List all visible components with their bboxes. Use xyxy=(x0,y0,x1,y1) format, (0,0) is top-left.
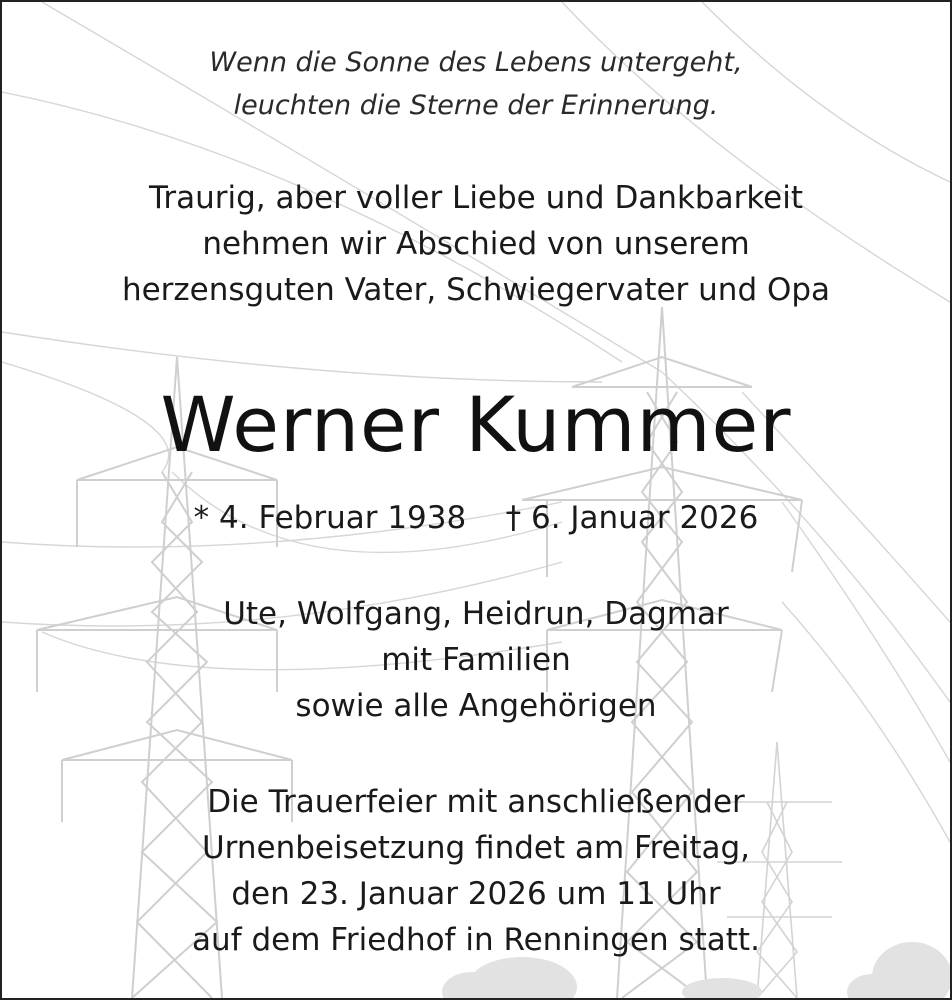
mourners-line-3: sowie alle Angehörigen xyxy=(295,688,657,724)
deceased-name: Werner Kummer xyxy=(160,380,792,469)
mourners-line-1: Ute, Wolfgang, Heidrun, Dagmar xyxy=(223,596,729,632)
quote-line-1: Wenn die Sonne des Lebens untergeht, xyxy=(209,47,743,78)
service-line-4: auf dem Friedhof in Renningen statt. xyxy=(192,922,760,958)
service-line-1: Die Trauerfeier mit anschließender xyxy=(207,784,745,820)
intro-line-1: Traurig, aber voller Liebe und Dankbarkeit xyxy=(148,180,804,216)
intro-line-3: herzensguten Vater, Schwiegervater und Opa xyxy=(121,272,831,308)
service-line-2: Urnenbeisetzung findet am Freitag, xyxy=(201,830,751,866)
life-dates: * 4. Februar 1938 † 6. Januar 2026 xyxy=(193,500,759,536)
intro-line-2: nehmen wir Abschied von unserem xyxy=(202,226,750,262)
quote-line-2: leuchten die Sterne der Erinnerung. xyxy=(233,90,719,121)
mourners-line-2: mit Familien xyxy=(381,642,571,678)
service-line-3: den 23. Januar 2026 um 11 Uhr xyxy=(231,876,721,912)
